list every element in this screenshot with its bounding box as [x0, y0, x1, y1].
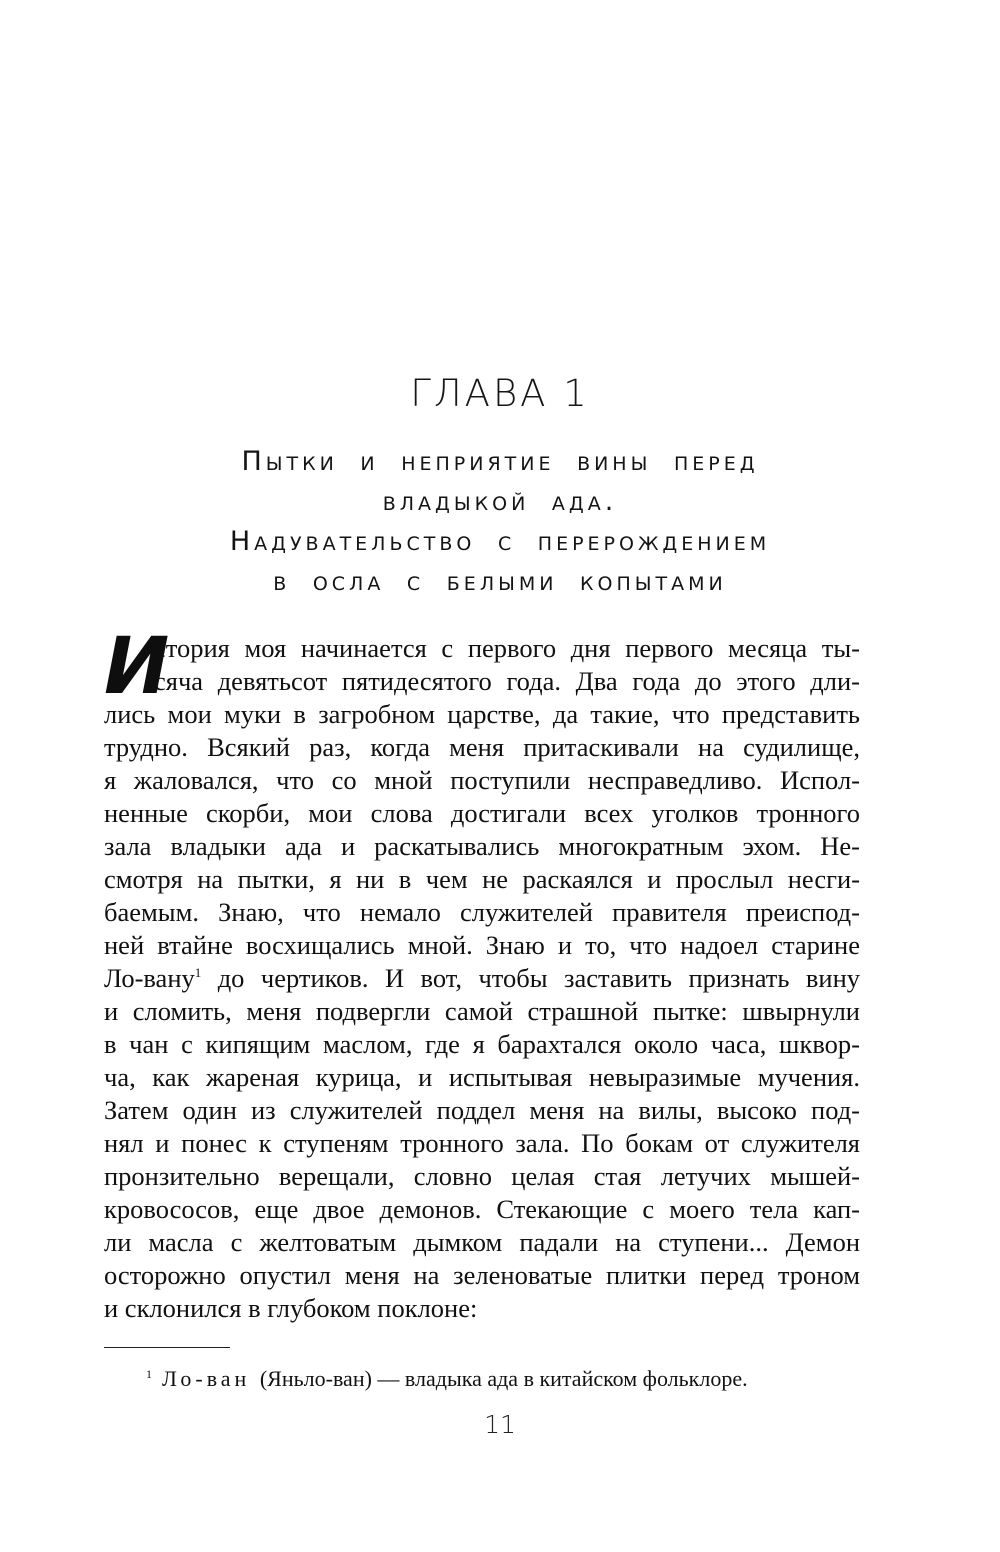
text-line: ча, как жареная курица, и испытывая невыразимые мучения. — [104, 1062, 860, 1092]
chapter-title-line: в осла с белыми копытами — [273, 566, 727, 597]
text-fragment: до чертиков. И вот, чтобы заставить признать вину — [217, 963, 861, 993]
footnote — [146, 1364, 748, 1394]
footnote-reference[interactable]: 1 — [194, 965, 202, 981]
chapter-title — [0, 442, 1000, 602]
text-line: ли масла с желтоватым дымком падали на ступени... Демон — [104, 1227, 860, 1257]
text-line: баемым. Знаю, что немало служителей правителя преиспод- — [104, 897, 860, 927]
text-line: трудно. Всякий раз, когда меня притаскивали на судилище, — [104, 732, 860, 762]
chapter-title-line: владыкой ада. — [382, 486, 618, 517]
text-fragment: Ло-вану — [104, 963, 195, 993]
text-line: сяча девятьсот пятидесятого года. Два года до этого дли- — [154, 666, 860, 696]
chapter-title-line: Надувательство с перерождением — [229, 526, 771, 557]
footnote-divider — [104, 1347, 230, 1348]
chapter-title-line: Пытки и неприятие вины перед — [241, 446, 759, 477]
text-line: и сломить, меня подвергли самой страшной пытке: швырнули — [104, 996, 860, 1026]
text-line-with-footnote — [104, 962, 860, 995]
text-line: нял и понес к ступеням тронного зала. По бокам от служителя — [104, 1128, 860, 1158]
text-line: ней втайне восхищались мной. Знаю и то, что надоел старине — [104, 930, 860, 960]
text-line: кровососов, еще двое демонов. Стекающие с моего тела кап- — [104, 1194, 860, 1224]
text-line: осторожно опустил меня на зеленоватые плитки перед троном — [104, 1260, 860, 1290]
text-line: стория моя начинается с первого дня первого месяца ты- — [154, 633, 860, 663]
text-line: лись мои муки в загробном царстве, да такие, что представить — [104, 699, 860, 729]
footnote-text: (Яньло-ван) — владыка ада в китайском фольклоре. — [259, 1366, 748, 1391]
text-line: Затем один из служителей поддел меня на вилы, высоко под- — [104, 1095, 860, 1125]
footnote-number: 1 — [146, 1366, 152, 1381]
body-text — [104, 622, 861, 1325]
text-line: смотря на пытки, я ни в чем не раскаялся и прослыл несги- — [104, 864, 860, 894]
drop-cap: И — [104, 622, 170, 712]
footnote-term: Ло-ван — [162, 1366, 251, 1391]
text-line: я жаловался, что со мной поступили несправедливо. Испол- — [104, 765, 860, 795]
text-line: и склонился в глубоком поклоне: — [104, 1293, 478, 1323]
page-number: 11 — [484, 1410, 516, 1439]
text-line: в чан с кипящим маслом, где я барахтался около часа, шквор- — [104, 1029, 860, 1059]
text-line: пронзительно верещали, словно целая стая летучих мышей- — [104, 1161, 860, 1191]
text-line: ненные скорби, мои слова достигали всех уголков тронного — [104, 798, 860, 828]
chapter-label: ГЛАВА 1 — [410, 372, 590, 415]
text-line: зала владыки ада и раскатывались многократным эхом. Не- — [104, 831, 860, 861]
